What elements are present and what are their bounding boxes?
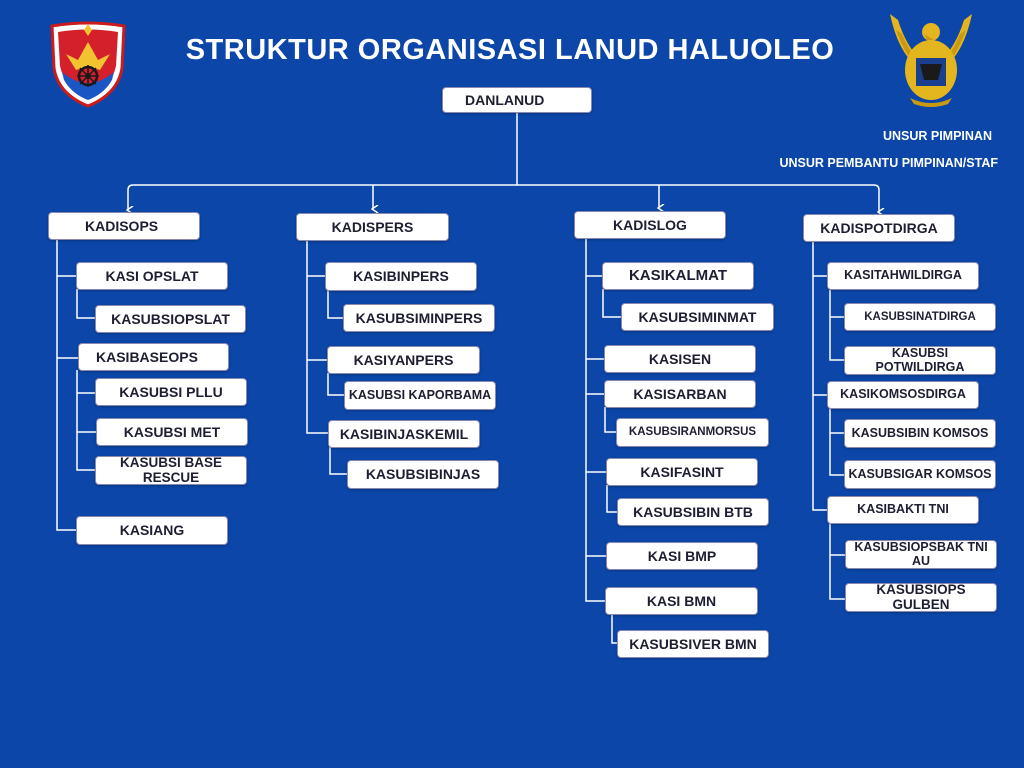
node-kasubsiminpers: KASUBSIMINPERS bbox=[343, 304, 495, 332]
node-kasikalmat: KASIKALMAT bbox=[602, 262, 754, 290]
node-kasibakti-tni: KASIBAKTI TNI bbox=[827, 496, 979, 524]
page-title: STRUKTUR ORGANISASI LANUD HALUOLEO bbox=[185, 34, 835, 66]
node-kasi-opslat: KASI OPSLAT bbox=[76, 262, 228, 290]
node-kasubsi-kaporbama: KASUBSI KAPORBAMA bbox=[344, 381, 496, 410]
node-kadislog: KADISLOG bbox=[574, 211, 726, 239]
node-kasubsibin-komsos: KASUBSIBIN KOMSOS bbox=[844, 419, 996, 448]
node-kasiyanpers: KASIYANPERS bbox=[327, 346, 480, 374]
node-kasubsibin-btb: KASUBSIBIN BTB bbox=[617, 498, 769, 526]
node-kasubsigar-komsos: KASUBSIGAR KOMSOS bbox=[844, 460, 996, 489]
node-kasisarban: KASISARBAN bbox=[604, 380, 756, 408]
node-kasibaseops: KASIBASEOPS bbox=[78, 343, 229, 371]
node-kasitahwildirga: KASITAHWILDIRGA bbox=[827, 262, 979, 290]
node-kasi-bmp: KASI BMP bbox=[606, 542, 758, 570]
node-kasubsibinjas: KASUBSIBINJAS bbox=[347, 460, 499, 489]
node-kadisops: KADISOPS bbox=[48, 212, 200, 240]
node-danlanud: DANLANUD bbox=[442, 87, 592, 113]
node-kasifasint: KASIFASINT bbox=[606, 458, 758, 486]
node-kasubsinatdirga: KASUBSINATDIRGA bbox=[844, 303, 996, 331]
node-kadispotdirga: KADISPOTDIRGA bbox=[803, 214, 955, 242]
legend-unsur-pembantu: UNSUR PEMBANTU PIMPINAN/STAF bbox=[779, 156, 998, 170]
node-kasubsi-potwildirga: KASUBSI POTWILDIRGA bbox=[844, 346, 996, 375]
node-kasikomsosdirga: KASIKOMSOSDIRGA bbox=[827, 381, 979, 409]
node-kadispers: KADISPERS bbox=[296, 213, 449, 241]
node-kasubsiopslat: KASUBSIOPSLAT bbox=[95, 305, 246, 333]
node-kasubsi-base-rescue: KASUBSI BASE RESCUE bbox=[95, 456, 247, 485]
node-kasubsi-met: KASUBSI MET bbox=[96, 418, 248, 446]
legend-unsur-pimpinan: UNSUR PIMPINAN bbox=[882, 129, 992, 143]
node-kasubsi-pllu: KASUBSI PLLU bbox=[95, 378, 247, 406]
node-kasiang: KASIANG bbox=[76, 516, 228, 545]
node-kasubsiver-bmn: KASUBSIVER BMN bbox=[617, 630, 769, 658]
line-bus bbox=[128, 185, 879, 190]
node-kasibinjaskemil: KASIBINJASKEMIL bbox=[328, 420, 480, 448]
node-kasubsiranmorsus: KASUBSIRANMORSUS bbox=[616, 418, 769, 447]
tni-au-eagle-logo bbox=[888, 12, 974, 113]
node-kasi-bmn: KASI BMN bbox=[605, 587, 758, 615]
lanud-shield-logo bbox=[48, 20, 128, 113]
node-kasubsiopsbak-tni-au: KASUBSIOPSBAK TNI AU bbox=[845, 540, 997, 569]
node-kasubsiminmat: KASUBSIMINMAT bbox=[621, 303, 774, 331]
node-kasisen: KASISEN bbox=[604, 345, 756, 373]
node-kasubsiops-gulben: KASUBSIOPS GULBEN bbox=[845, 583, 997, 612]
node-kasibinpers: KASIBINPERS bbox=[325, 262, 477, 291]
